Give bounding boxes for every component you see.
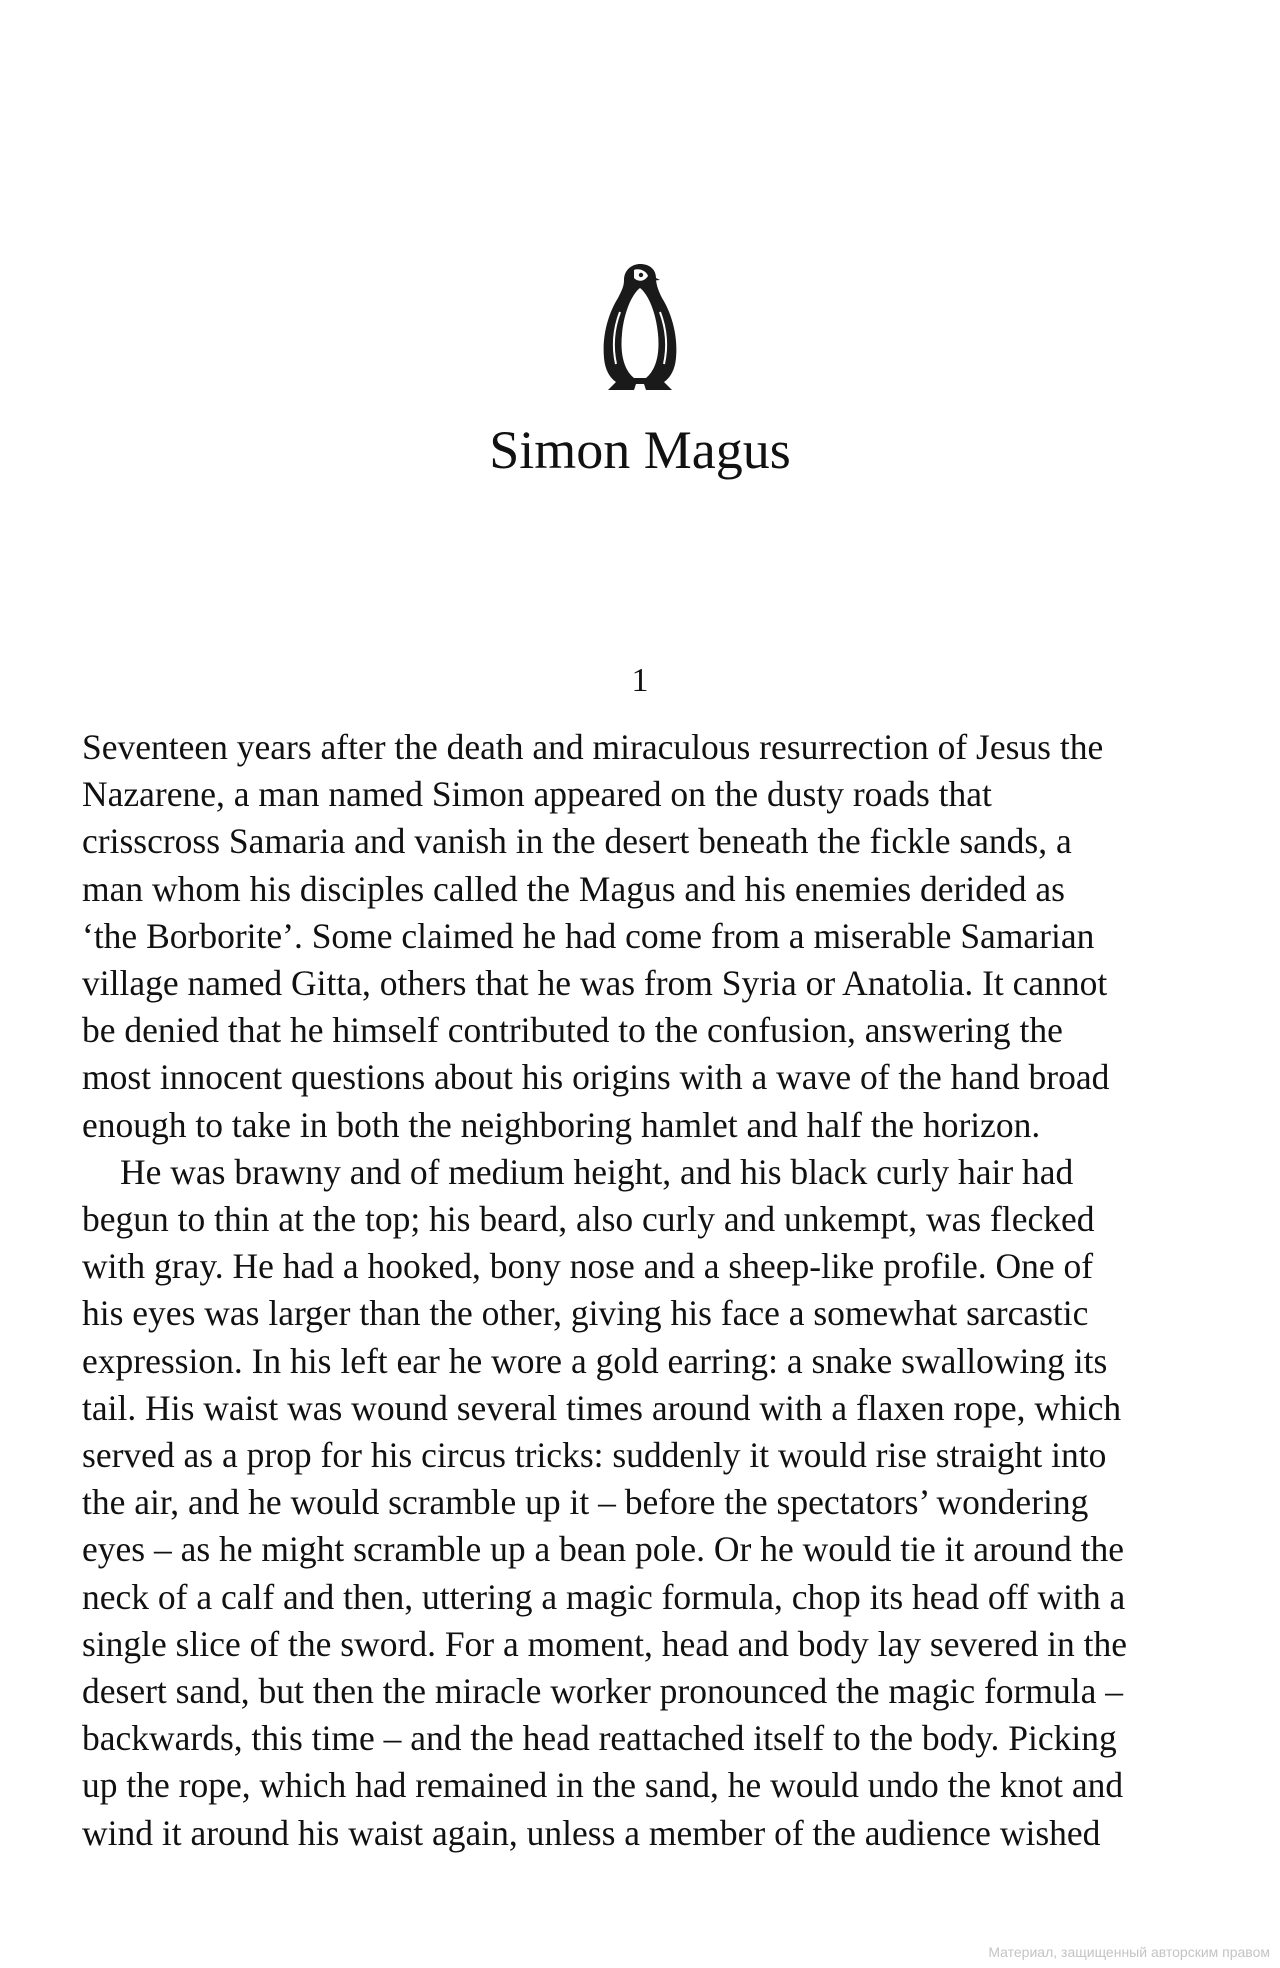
text-line: expression. In his left ear he wore a gold earring: a snake swallowing its bbox=[82, 1340, 1108, 1381]
text-line: desert sand, but then the miracle worker pronounced the magic formula – bbox=[82, 1671, 1123, 1712]
text-line: man whom his disciples called the Magus and his enemies derided as bbox=[82, 868, 1065, 909]
text-line: ‘the Borborite’. Some claimed he had come from a miserable Samarian bbox=[82, 915, 1095, 956]
text-line: crisscross Samaria and vanish in the desert beneath the fickle sands, a bbox=[82, 821, 1072, 862]
text-line: the air, and he would scramble up it – before the spectators’ wondering bbox=[82, 1482, 1089, 1523]
page-title: Simon Magus bbox=[489, 420, 791, 480]
text-line: eyes – as he might scramble up a bean pole. Or he would tie it around the bbox=[82, 1529, 1125, 1570]
paragraph bbox=[82, 724, 1202, 1149]
text-line: He was brawny and of medium height, and his black curly hair had bbox=[120, 1151, 1074, 1192]
text-line: enough to take in both the neighboring hamlet and half the horizon. bbox=[82, 1104, 1041, 1145]
penguin-icon bbox=[594, 260, 686, 396]
paragraph bbox=[82, 1149, 1202, 1857]
text-line: up the rope, which had remained in the sand, he would undo the knot and bbox=[82, 1765, 1124, 1806]
copyright-watermark: Материал, защищенный авторским правом bbox=[988, 1944, 1270, 1960]
text-line: single slice of the sword. For a moment, head and body lay severed in the bbox=[82, 1623, 1128, 1664]
text-line: his eyes was larger than the other, giving his face a somewhat sarcastic bbox=[82, 1293, 1089, 1334]
text-line: begun to thin at the top; his beard, also curly and unkempt, was flecked bbox=[82, 1199, 1095, 1240]
text-line: be denied that he himself contributed to the confusion, answering the bbox=[82, 1010, 1063, 1051]
text-line: most innocent questions about his origins with a wave of the hand broad bbox=[82, 1057, 1110, 1098]
body-text bbox=[82, 724, 1202, 1857]
text-line: with gray. He had a hooked, bony nose and a sheep-like profile. One of bbox=[82, 1246, 1094, 1287]
text-line: served as a prop for his circus tricks: suddenly it would rise straight into bbox=[82, 1435, 1107, 1476]
text-line: wind it around his waist again, unless a member of the audience wished bbox=[82, 1812, 1101, 1853]
text-line: Nazarene, a man named Simon appeared on the dusty roads that bbox=[82, 774, 992, 815]
text-line: backwards, this time – and the head reattached itself to the body. Picking bbox=[82, 1718, 1117, 1759]
text-line: tail. His waist was wound several times around with a flaxen rope, which bbox=[82, 1387, 1122, 1428]
text-line: neck of a calf and then, uttering a magic formula, chop its head off with a bbox=[82, 1576, 1126, 1617]
chapter-number: 1 bbox=[631, 662, 649, 699]
text-line: village named Gitta, others that he was from Syria or Anatolia. It cannot bbox=[82, 963, 1108, 1004]
text-line: Seventeen years after the death and miraculous resurrection of Jesus the bbox=[82, 727, 1104, 767]
